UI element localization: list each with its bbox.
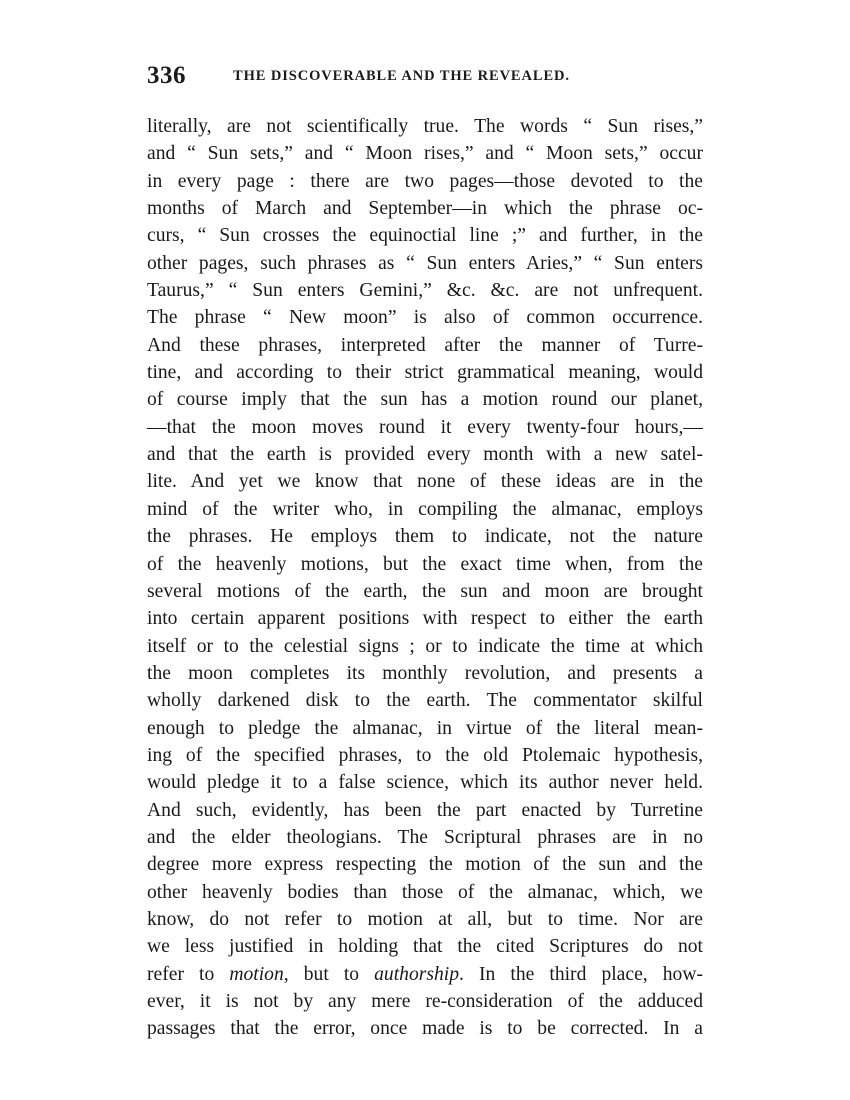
text-line: mind of the writer who, in compiling the almanac, employs <box>147 498 703 520</box>
text-line: The phrase “ New moon” is also of common occurrence. <box>147 307 703 329</box>
text-line: itself or to the celestial signs ; or to indicate the time at which <box>147 635 703 657</box>
text-line: enough to pledge the almanac, in virtue of the literal mean- <box>147 717 703 739</box>
text-line: ing of the specified phrases, to the old Ptolemaic hypothesis, <box>147 744 703 766</box>
text-line: would pledge it to a false science, which its author never held. <box>147 772 703 794</box>
italic-word-motion: motion <box>229 963 284 985</box>
text-line: degree more express respecting the motion of the sun and the <box>147 854 703 876</box>
text-line: and “ Sun sets,” and “ Moon rises,” and “ Moon sets,” occur <box>147 143 703 165</box>
text-line: And these phrases, interpreted after the manner of Turre- <box>147 334 703 356</box>
italic-word-authorship: authorship <box>374 963 460 985</box>
running-head <box>147 62 703 96</box>
text-line: other heavenly bodies than those of the almanac, which, we <box>147 881 703 903</box>
text-line: —that the moon moves round it every twenty-four hours,— <box>147 416 703 438</box>
text-line: other pages, such phrases as “ Sun enters Aries,” “ Sun enters <box>147 252 703 274</box>
text-line: the phrases. He employs them to indicate, not the nature <box>147 526 703 548</box>
text-line: And such, evidently, has been the part enacted by Turretine <box>147 799 703 821</box>
text-line-with-italics <box>147 961 703 988</box>
text-line: literally, are not scientifically true. The words “ Sun rises,” <box>147 116 703 137</box>
text-line: we less justified in holding that the cited Scriptures do not <box>147 936 703 958</box>
text-line: wholly darkened disk to the earth. The commentator skilful <box>147 690 703 712</box>
text-line: and that the earth is provided every month with a new satel- <box>147 444 703 466</box>
text-line: the moon completes its monthly revolution, and presents a <box>147 662 703 684</box>
running-title: THE DISCOVERABLE AND THE REVEALED. <box>233 68 570 84</box>
text-line: in every page : there are two pages—those devoted to the <box>147 170 703 192</box>
text-span: , but to <box>283 963 375 985</box>
text-span: . In the third place, how- <box>459 963 703 985</box>
text-line: into certain apparent positions with respect to either the earth <box>147 608 703 630</box>
text-line: of course imply that the sun has a motion round our planet, <box>147 389 703 411</box>
text-line: curs, “ Sun crosses the equinoctial line ;” and further, in the <box>147 225 703 247</box>
page-number: 336 <box>147 62 186 89</box>
text-line: and the elder theologians. The Scriptural phrases are in no <box>147 826 703 848</box>
text-line: passages that the error, once made is to be corrected. In a <box>147 1018 703 1040</box>
text-line: several motions of the earth, the sun and moon are brought <box>147 580 703 602</box>
text-line: Taurus,” “ Sun enters Gemini,” &c. &c. are not unfrequent. <box>147 280 703 302</box>
body-text <box>147 113 703 1043</box>
text-line: ever, it is not by any mere re-consideration of the adduced <box>147 991 703 1012</box>
text-line: tine, and according to their strict grammatical meaning, would <box>147 362 703 384</box>
text-line: months of March and September—in which the phrase oc- <box>147 198 703 220</box>
text-span: refer to <box>147 963 230 985</box>
text-line: lite. And yet we know that none of these ideas are in the <box>147 471 703 493</box>
text-line: know, do not refer to motion at all, but to time. Nor are <box>147 908 703 930</box>
text-line: of the heavenly motions, but the exact time when, from the <box>147 553 703 575</box>
